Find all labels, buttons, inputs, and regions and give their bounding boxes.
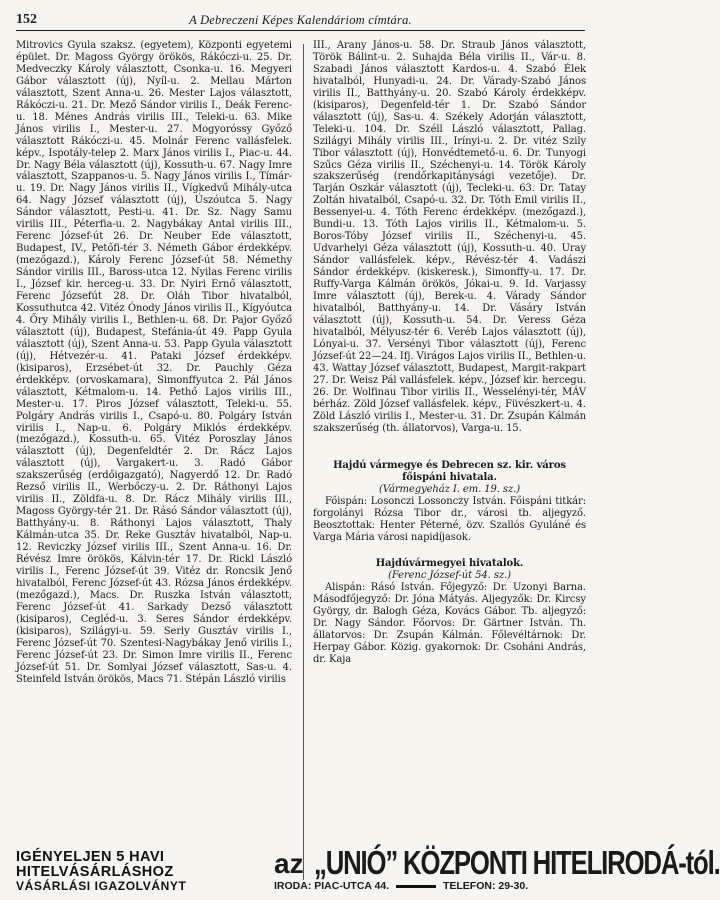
ad-line-2: HITELVÁSÁRLÁSHOZ <box>16 863 174 880</box>
right-column-continuation: III., Arany János-u. 58. Dr. Straub János választott, Török Bálint-u. 2. Suhajda Béla virilis II., Vár-u. 8. Szabadi János választott Kardos-u. 4. Szabó Élek hivatalból, Hunyadi-u. 24. Dr. Várady-Szabó János virilis II., Batthyány-u. 20. Szabó Károly érdekképv. (kisiparos), Degenfeld-tér 1. Dr. Szabó Sándor választott (új), Sas-u. 4. Székely Adorján választott, Teleki-u. 104. Dr. Széll László választott, Pallag. Szilágyi Mihály virilis III., Irínyi-u. 2. Dr. vitéz Szily Tibor választott (új), Honvédtemető-u. 6. Dr. Tunyogi Szűcs Géza virilis II., Széchenyi-u. 14. Török Károly szakszerűség (rendőrkapitánysági vezetője). Dr. Tarján Oszkár választott (új), Tecleki-u. 63. Dr. Tatay Zoltán hivatalból, Csapó-u. 32. Dr. Tóth Emil virilis II., Bessenyei-u. 4. Tóth Ferenc érdekképv. (mezőgazd.), Bundi-u. 13. Tóth Lajos virilis II., Kétmalom-u. 5. Boros-Tóby József virilis II., Széchenyi-u. 45. Udvarhelyi Géza választott (új), Kossuth-u. 40. Uray Sándor vallásfelek. képv., Révész-tér 4. Vadászi Sándor érdekképv. (kiskeresk.), Simonffy-u. 17. Dr. Ruffy-Varga Kálmán örökös, Jókai-u. 9. Id. Varjassy Imre választott (új), Berek-u. 4. Várady Sándor hivatalból, Batthyány-u. 14. Dr. Vásáry István választott (új), Kossuth-u. 54. Dr. Veress Géza hivatalból, Mélyusz-tér 6. Veréb Lajos választott (új), Lónyai-u. 37. Versényi Tibor választott (új), Ferenc József-út 22—24. Ifj. Virágos Lajos virilis II., Bethlen-u. 43. Wattay József választott, Budapest, Margit-rakpart 27. Dr. Weisz Pál vallásfelek. képv., József kir. hercegu. 26. Dr. Wolfinau Tibor virilis II., Wesselényi-tér, MÁV bérház. Zöld József vallásfelek. képv., Füvészkert-u. 4. Zöld László virilis I., Mester-u. 31. Dr. Zsupán Kálmán szakszerűség (th. állatorvos), Varga-u. 15. <box>313 40 586 434</box>
section-hajdu-foispan <box>313 460 586 544</box>
running-title: A Debreczeni Képes Kalendáriom címtára. <box>189 13 412 27</box>
ad-rule <box>396 885 436 888</box>
left-column-text: Mitrovics Gyula szaksz. (egyetem), Központi egyetemi épület. Dr. Magoss György örökös, Rákóczi-u. 25. Dr. Medveczky Károly választott, Csonka-u. 16. Megyeri Gábor választott (új), Nyíl-u. 2. Mellau Márton választott, Szent Anna-u. 26. Mester Lajos választott, Rákóczi-u. 21. Dr. Mező Sándor virilis I., Deák Ferenc-u. 18. Ménes András virilis III., Teleki-u. 63. Mike János virilis I., Mester-u. 27. Mogyoróssy Győző választott Rákóczi-u. 45. Molnár Ferenc vallásfelek. képv., Ispotály-telep 2. Marx János virilis I., Piac-u. 44. Dr. Nagy Béla választott (új), Kossuth-u. 67. Nagy Imre választott, Szappanos-u. 5. Nagy János virilis I., Tímár-u. 19. Dr. Nagy János virilis II., Vígkedvű Mihály-utca 64. Nagy József választott (új), Úszóutca 5. Nagy Sándor választott, Pesti-u. 41. Dr. Sz. Nagy Samu virilis III., Péterfia-u. 2. Nagybákay Antal virilis III., Ferenc József-út 26. Dr. Neuber Ede választott, Budapest, IV., Petőfi-tér 3. Németh Gábor érdekképv. (mezőgazd.), Károly Ferenc József-út 58. Némethy Sándor virilis III., Baross-utca 12. Nyilas Ferenc virilis I., József kir. herceg-u. 33. Dr. Nyiri Ernő választott, Ferenc Józsefút 28. Dr. Oláh Tibor hivatalból, Kossuthutca 42. Vitéz Ónody János virilis II., Kígyóutca 4. Őry Mihály virilis I., Bethlen-u. 68. Dr. Pajor Győző választott (új), Budapest, Stefánia-út 49. Papp Gyula választott (új), Szent Anna-u. 53. Papp Gyula választott (új), Hétvezér-u. 41. Pataki József érdekképv. (kisiparos), Erzsébet-út 32. Dr. Pauchly Géza érdekképv. (orvoskamara), Simonffyutca 2. Pál János választott, Kétmalom-u. 14. Pethő Lajos virilis III., Mester-u. 17. Piros József választott, Teleki-u. 55. Polgáry András virilis I., Csapó-u. 80. Polgáry István virilis I., Nap-u. 6. Polgáry Miklós érdekképv. (mezőgazd.), Kossuth-u. 65. Vitéz Poroszlay János választott (új), Degenfeldtér 2. Dr. Rácz Lajos választott (új), Vargakert-u. 3. Radó Gábor szakszerűség (erdőigazgató), Nagyerdő 12. Dr. Radó Rezső virilis II., Werbőczy-u. 2. Dr. Ráthonyi Lajos virilis II., Zöldfa-u. 8. Dr. Rácz Mihály virilis III., Magoss György-tér 21. Dr. Rásó Sándor választott (új), Batthyány-u. 8. Ráthonyi Lajos választott, Thaly Kálmán-utca 35. Dr. Reke Gusztáv hivatalból, Nap-u. 12. Reviczky József virilis III., Szent Anna-u. 16. Dr. Révész Imre örökös, Kálvin-tér 17. Dr. Rickl László virilis I., Ferenc József-út 39. Vitéz dr. Roncsik Jenő hivatalból, Ferenc József-út 43. Rózsa János érdekképv. (mezőgazd.), Macs. Dr. Ruszka István választott, Ferenc József-út 41. Sarkady Dezső választott (kisiparos), Cegléd-u. 3. Seres Sándor érdekképv. (kisiparos), Szilágyi-u. 59. Serly Gusztáv virilis I., Ferenc József-út 70. Szentesi-Nagybákay Jenő virilis I., Ferenc József-út 23. Dr. Simon Imre virilis II., Ferenc József-út 51. Dr. Somlyai József választott, Sas-u. 4. Steinfeld István örökös, Macs 71. Stépán László virilis <box>16 40 292 685</box>
page-number: 152 <box>16 12 37 27</box>
column-divider <box>303 44 304 880</box>
section-title-line1: Hajdú vármegye és Debrecen sz. kir. város <box>333 460 566 472</box>
left-column <box>16 40 292 685</box>
right-column <box>313 40 586 666</box>
section-hajduvarmegyei-hivatalok <box>313 558 586 666</box>
ad-contact <box>274 880 596 892</box>
section-body: Alispán: Rásó István. Főjegyző: Dr. Uzonyi Barna. Másodfőjegyző: Dr. Jóna Mátyás. Aljegyzők: Dr. Kircsy György, dr. Balogh Géza, Kovács Gábor. Tb. aljegyző: Dr. Nagy Sándor. Főorvos: Dr. Gärtner István. Th. állatorvos: Dr. Zsupán Kálmán. Főlevéltárnok: Dr. Herpay Gábor. Közig. gyakornok: Dr. Csoháni András, dr. Kaja <box>313 582 586 665</box>
section-subtitle: (Ferenc József-út 54. sz.) <box>388 570 511 582</box>
ad-slogan <box>16 850 266 894</box>
page-header <box>16 12 585 31</box>
ad-line-1: IGÉNYELJEN 5 HAVI <box>16 849 165 865</box>
ad-line-3: VÁSÁRLÁSI IGAZOLVÁNYT <box>16 879 187 893</box>
section-title: Hajdúvármegyei hivatalok. <box>375 558 524 570</box>
ad-company-name: „UNIÓ” KÖZPONTI HITELIRODÁ-tól. <box>314 844 720 881</box>
advertisement-banner <box>16 844 720 894</box>
ad-company-block <box>274 844 720 894</box>
ad-phone: TELEFON: 29-30. <box>442 880 529 892</box>
ad-prefix: az <box>274 848 304 879</box>
section-subtitle: (Vármegyeház I. em. 19. sz.) <box>379 484 520 496</box>
ad-address: IRODA: PIAC-UTCA 44. <box>274 880 390 892</box>
section-body: Főispán: Losonczi Lossonczy István. Főispáni titkár: forgolányi Rózsa Tibor dr., városi tb. aljegyző. Beosztottak: Henter Péterné, özv. Szallós Gyuláné és Varga Mária városi napidíjasok. <box>313 496 586 544</box>
section-title-line2: főispáni hivatala. <box>402 472 497 484</box>
